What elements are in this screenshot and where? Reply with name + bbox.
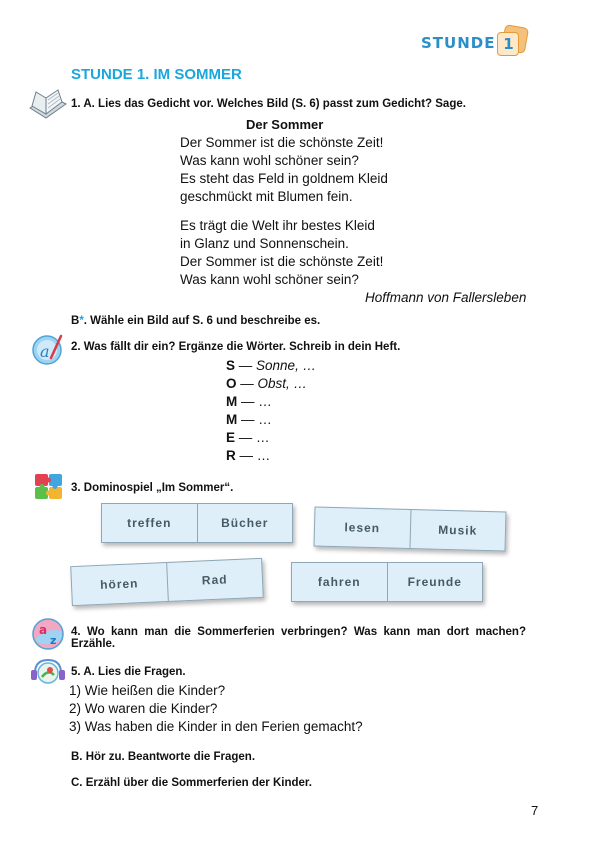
domino-card[interactable] — [291, 562, 483, 602]
headphones-listening-icon — [30, 657, 66, 687]
badge-label: STUNDE — [421, 34, 496, 52]
writing-pen-icon — [31, 332, 65, 366]
acrostic-word: Obst, … — [257, 376, 308, 391]
poem-line: geschmückt mit Blumen fein. — [180, 189, 353, 204]
dash: — — [235, 448, 257, 463]
acrostic-word: … — [256, 448, 271, 463]
domino-word-right: Rad — [166, 559, 263, 601]
domino-word-left: fahren — [317, 575, 361, 589]
puzzle-pieces-icon — [33, 472, 65, 502]
task1b-label: B — [71, 315, 80, 327]
page-number: 7 — [531, 803, 539, 818]
a-z-speech-icon — [31, 617, 65, 651]
question-item: 2) Wo waren die Kinder? — [69, 701, 218, 716]
lesson-title: STUNDE 1. IM SOMMER — [71, 66, 242, 83]
acrostic-row — [226, 447, 316, 465]
domino-word-right: Bücher — [197, 504, 293, 542]
poem-title: Der Sommer — [246, 117, 324, 132]
domino-card[interactable] — [314, 506, 507, 551]
acrostic-word: … — [258, 394, 272, 409]
domino-card[interactable] — [101, 503, 293, 543]
acrostic-list — [226, 357, 316, 465]
poem-line: Es trägt die Welt ihr bestes Kleid — [180, 218, 375, 233]
open-book-icon — [28, 88, 68, 122]
acrostic-letter: R — [226, 448, 236, 463]
poem-stanza-2 — [180, 217, 383, 289]
asterisk-marker: * — [79, 315, 84, 327]
task1-instruction: 1. A. Lies das Gedicht vor. Welches Bild (S. 6) passt zum Gedicht? Sage. — [71, 98, 466, 110]
acrostic-letter: S — [226, 358, 236, 373]
task4-line-2: Erzähle. — [71, 638, 116, 650]
acrostic-row — [226, 393, 316, 411]
task5a-instruction: 5. A. Lies die Fragen. — [71, 666, 186, 678]
acrostic-row — [226, 411, 316, 429]
dash: — — [235, 430, 257, 445]
acrostic-letter: O — [226, 376, 237, 391]
acrostic-word: … — [256, 430, 270, 445]
task3-instruction: 3. Dominospiel „Im Sommer“. — [71, 482, 234, 494]
task5c-instruction: C. Erzähl über die Sommerferien der Kinder. — [71, 777, 312, 789]
task4-line-1: 4. Wo kann man die Sommerferien verbringen? Was kann man dort machen? — [71, 626, 526, 638]
poem-line: in Glanz und Sonnenschein. — [180, 236, 349, 251]
poem-line: Was kann wohl schöner sein? — [180, 153, 359, 168]
acrostic-letter: M — [226, 412, 238, 427]
badge-number-tile — [497, 30, 523, 56]
acrostic-letter: M — [226, 394, 238, 409]
domino-word-right: Freunde — [387, 563, 483, 601]
acrostic-row — [226, 375, 316, 393]
domino-card[interactable] — [70, 558, 264, 606]
svg-text:z: z — [50, 634, 57, 647]
poem-line: Der Sommer ist die schönste Zeit! — [180, 254, 384, 269]
poem-line: Was kann wohl schöner sein? — [180, 272, 359, 287]
dash: — — [237, 412, 259, 427]
dash: — — [235, 358, 257, 373]
domino-word-right: Musik — [409, 510, 505, 550]
svg-text:a: a — [40, 342, 50, 361]
svg-text:a: a — [39, 623, 48, 637]
lesson-badge — [421, 30, 523, 56]
poem-line: Der Sommer ist die schönste Zeit! — [180, 135, 384, 150]
acrostic-word: … — [258, 412, 272, 427]
dash: — — [237, 394, 259, 409]
dash: — — [236, 376, 258, 391]
acrostic-letter: E — [226, 430, 236, 445]
poem-stanza-1 — [180, 134, 388, 206]
acrostic-row — [226, 429, 316, 447]
question-list — [69, 682, 363, 736]
domino-word-left: hören — [99, 576, 139, 592]
question-item: 3) Was haben die Kinder in den Ferien gemacht? — [69, 719, 363, 734]
poem-author: Hoffmann von Fallersleben — [365, 290, 527, 305]
badge-number: 1 — [497, 32, 519, 56]
task5b-instruction: B. Hör zu. Beantworte die Fragen. — [71, 751, 256, 763]
domino-word-left: treffen — [127, 516, 172, 530]
task1b-instruction — [71, 315, 320, 327]
task1b-text: . Wähle ein Bild auf S. 6 und beschreibe es. — [83, 315, 321, 327]
acrostic-word: Sonne, … — [256, 358, 317, 373]
task2-instruction: 2. Was fällt dir ein? Ergänze die Wörter. Schreib in dein Heft. — [71, 341, 401, 353]
question-item: 1) Wie heißen die Kinder? — [69, 683, 226, 698]
acrostic-row — [226, 357, 316, 375]
poem-line: Es steht das Feld in goldnem Kleid — [180, 171, 388, 186]
task4-instruction — [71, 626, 526, 650]
domino-word-left: lesen — [344, 520, 381, 536]
